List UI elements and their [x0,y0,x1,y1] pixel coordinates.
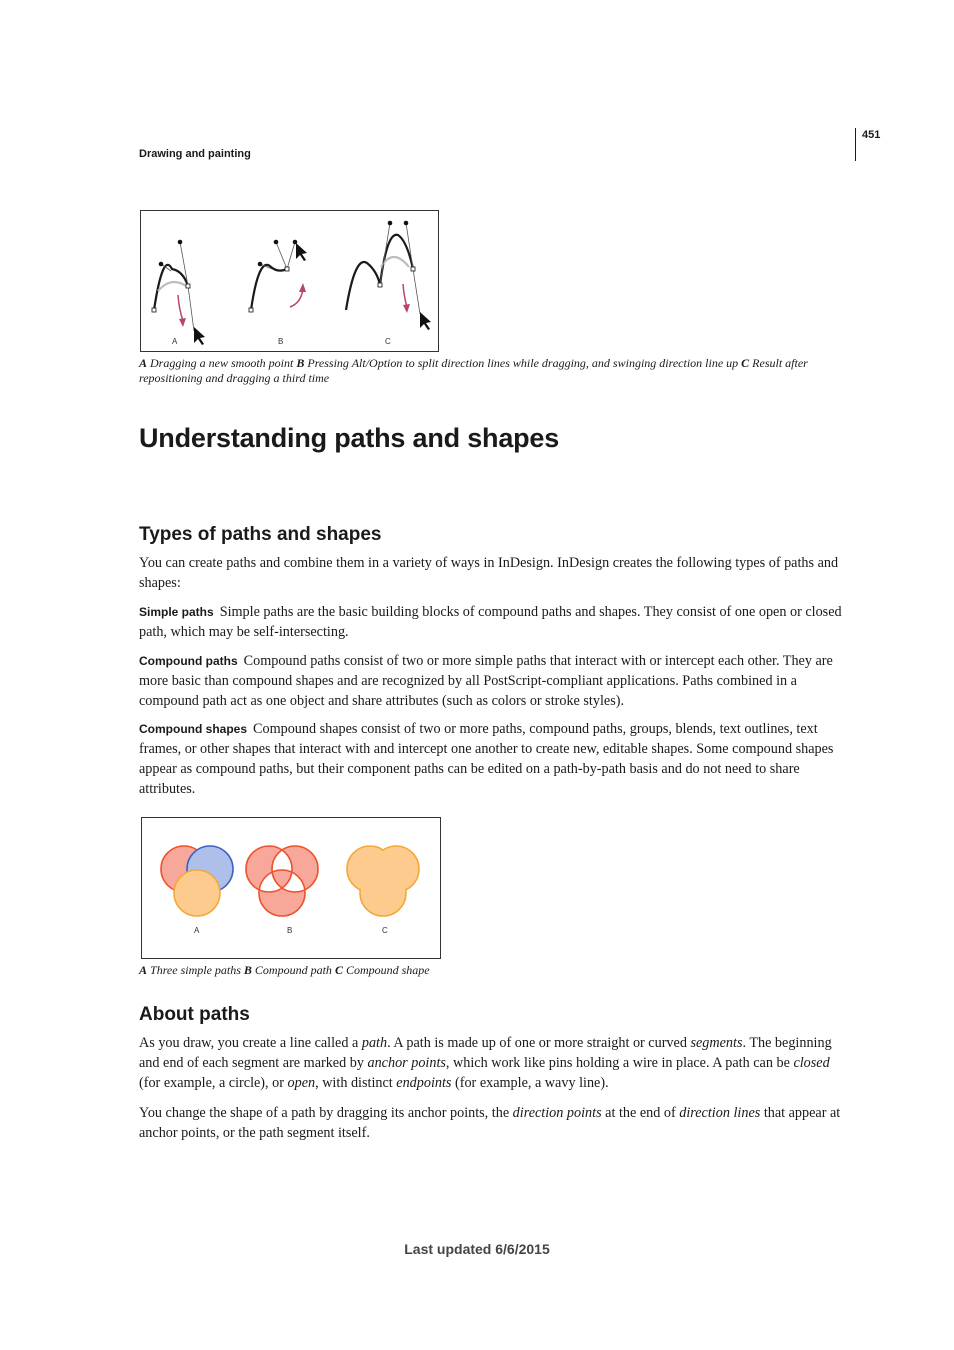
caption-key-c: C [741,356,750,370]
running-header: Drawing and painting [139,148,251,160]
figure-smooth-point [140,210,439,352]
figure1-caption [139,356,839,386]
section-heading-about-paths: About paths [139,1004,250,1025]
figure1-label-c: C [385,337,391,346]
shape-types-illustration [142,818,440,958]
simple-paths-definition [139,602,851,642]
about-paths-paragraph-1 [139,1033,851,1093]
compound-paths-text: Compound paths consist of two or more simple paths that interact with or intercept each other. They are more basic than compound shapes and are recognized by all PostScript-compliant applications. Paths combined in a compound path act as one object and share attributes (such as colors or stroke styles). [139,653,833,709]
term-anchor-points: anchor points [367,1055,446,1071]
text-run: (for example, a circle), or [139,1075,288,1091]
compound-shapes-definition [139,719,851,799]
figure2-label-b: B [287,926,293,935]
compound-shapes-term: Compound shapes [139,722,248,736]
text-run: that appear at anchor points, or the path segment itself. [139,1105,841,1141]
caption2-key-c: C [334,963,343,977]
last-updated-footer: Last updated 6/6/2015 [404,1241,550,1257]
simple-paths-text: Simple paths are the basic building blocks of compound paths and shapes. They consist of one open or closed path, which may be self-intersecting. [139,604,842,640]
panel-c-drawing [346,221,431,330]
text-run: As you draw, you create a line called a [139,1035,362,1051]
compound-paths-term: Compound paths [139,654,238,668]
term-direction-lines: direction lines [679,1105,761,1121]
figure-shape-types [141,817,441,959]
caption-text-c: Result after repositioning and dragging a third time [139,356,808,385]
caption2-key-b: B [243,963,252,977]
figure2-label-a: A [194,926,200,935]
compound-path [246,846,318,916]
about-paths-paragraph-2 [139,1103,851,1143]
compound-shape [347,846,419,916]
section-heading-types: Types of paths and shapes [139,524,382,545]
text-run: at the end of [601,1105,680,1121]
term-segments: segments [690,1035,743,1051]
text-run: , which work like pins holding a wire in place. A path can be [445,1055,794,1071]
text-run: . A path is made up of one or more straight or curved [387,1035,691,1051]
figure1-label-b: B [278,337,284,346]
caption2-text-c: Compound shape [342,963,430,977]
term-endpoints: endpoints [396,1075,452,1091]
text-run: , with distinct [315,1075,397,1091]
caption2-key-a: A [139,963,148,977]
simple-paths-term: Simple paths [139,605,214,619]
caption2-text-a: Three simple paths [147,963,244,977]
panel-a-drawing [152,240,205,345]
compound-shapes-text: Compound shapes consist of two or more paths, compound paths, groups, blends, text outlines, text frames, or other shapes that interact with and intercept one another to create new, editable shapes. Some compound shapes appear as compound paths, but their component paths can be edited on a path-by-path basis and do not need to share attributes. [139,721,834,797]
caption-text-b: Pressing Alt/Option to split direction lines while dragging, and swinging direction line up [304,356,742,370]
text-run: (for example, a wavy line). [451,1075,609,1091]
caption-key-a: A [139,356,148,370]
term-path: path [361,1035,388,1051]
figure1-label-a: A [172,337,178,346]
figure2-label-c: C [382,926,388,935]
caption2-text-b: Compound path [251,963,335,977]
figure2-caption [139,963,559,978]
three-simple-paths [161,846,233,916]
compound-paths-definition [139,651,851,711]
text-run: You change the shape of a path by dragging its anchor points, the [139,1105,513,1121]
term-closed: closed [793,1055,830,1071]
smooth-point-illustration [141,211,438,351]
term-direction-points: direction points [512,1105,602,1121]
caption-key-b: B [296,356,305,370]
page-number: 451 [862,129,881,141]
caption-text-a: Dragging a new smooth point [147,356,297,370]
page-number-rule [855,128,856,161]
text-run: . The beginning and end of each segment are marked by [139,1035,832,1071]
page-title: Understanding paths and shapes [139,423,560,453]
types-intro: You can create paths and combine them in a variety of ways in InDesign. InDesign creates the following types of paths and shapes: [139,555,839,591]
panel-b-drawing [249,240,307,312]
term-open: open [287,1075,316,1091]
